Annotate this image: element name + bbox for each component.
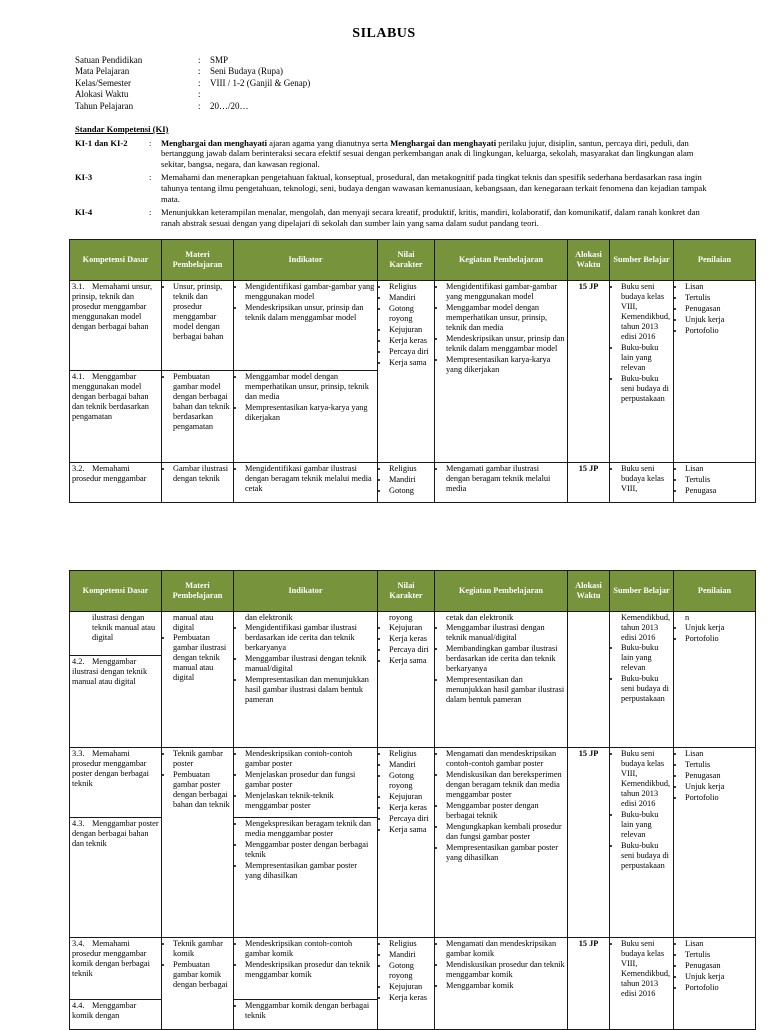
table-row <box>70 938 756 1000</box>
materi-cell: • Teknik gambar komik • Pembuatan gambar komik dengan berbagai <box>162 938 234 1030</box>
kegiatan-cell: • Mengamati dan mendeskripsikan gambar komik • Mendiskusikan prosedur dan teknik menggambar komik • Menggambar komik <box>435 938 568 1030</box>
header-cell: Penilaian <box>674 571 756 612</box>
sumber-cell: • Buku seni budaya kelas VIII, Kemendikbud, tahun 2013 edisi 2016 <box>610 938 674 1030</box>
table-header-row <box>70 571 756 612</box>
kd-cell: 3.3. Memahami prosedur menggambar poster dengan berbagai teknik <box>70 748 162 818</box>
alokasi-cell: 15 JP <box>568 748 610 938</box>
table-row <box>70 612 756 656</box>
info-label: Satuan Pendidikan <box>75 55 143 65</box>
header-cell: Nilai Karakter <box>378 240 435 281</box>
indikator-cell: • Mengekspresikan beragam teknik dan media menggambar poster • Menggambar poster dengan berbagai teknik • Mempresentasikan gambar poster yang dihasilkan <box>234 818 378 938</box>
materi-cell: • Teknik gambar poster • Pembuatan gambar poster dengan berbagai bahan dan teknik <box>162 748 234 938</box>
header-cell: Alokasi Waktu <box>568 571 610 612</box>
penilaian-cell: • Lisan • Tertulis • Penugasan • Unjuk kerja • Portofolio <box>674 938 756 1030</box>
penilaian-cell: • Lisan • Tertulis • Penugasa <box>674 463 756 503</box>
nilai-cell: • Religius • Mandiri • Gotong <box>378 463 435 503</box>
sumber-cell: • Buku seni budaya kelas VIII, Kemendikbud, tahun 2013 edisi 2016 • Buku-buku lain yang relevan • Buku-buku seni budaya di perpustakaan <box>610 748 674 938</box>
kd-cell: 4.4. Menggambar komik dengan <box>70 1000 162 1030</box>
nilai-cell: royong • Kejujuran • Kerja keras • Percaya diri • Kerja sama <box>378 612 435 748</box>
table-header-row <box>70 240 756 281</box>
sumber-cell: • Buku seni budaya kelas VIII, <box>610 463 674 503</box>
info-label: Kelas/Semester <box>75 77 131 88</box>
sumber-cell: • Buku seni budaya kelas VIII, Kemendikbud, tahun 2013 edisi 2016 • Buku-buku lain yang relevan • Buku-buku seni budaya di perpustakaan <box>610 281 674 463</box>
table-row <box>70 463 756 503</box>
materi-cell: • Pembuatan gambar model dengan berbagai bahan dan teknik berdasarkan pengamatan <box>162 371 234 463</box>
table-row <box>70 748 756 818</box>
indikator-cell: • Mendeskripsikan contoh-contoh gambar poster • Menjelaskan prosedur dan fungsi gambar poster • Menjelaskan teknik-teknik menggambar poster <box>234 748 378 818</box>
header-cell: Kompetensi Dasar <box>70 240 162 281</box>
kd-cell: 4.2. Menggambar ilustrasi dengan teknik manual atau digital <box>70 656 162 748</box>
header-cell: Nilai Karakter <box>378 571 435 612</box>
kd-cell: 3.4. Memahami prosedur menggambar komik dengan berbagai teknik <box>70 938 162 1000</box>
info-label: Alokasi Waktu <box>75 89 129 100</box>
materi-cell: • Gambar ilustrasi dengan teknik <box>162 463 234 503</box>
core-competency-section <box>75 124 715 231</box>
materi-cell: manual atau digital • Pembuatan gambar ilustrasi dengan teknik manual atau digital <box>162 612 234 748</box>
kegiatan-cell: • Mengamati gambar ilustrasi dengan beragam teknik melalui media <box>435 463 568 503</box>
header-cell: Kegiatan Pembelajaran <box>435 571 568 612</box>
syllabus-table-1 <box>69 239 756 503</box>
penilaian-cell: n • Unjuk kerja • Portofolio <box>674 612 756 748</box>
ki-heading: Standar Kompetensi (KI) <box>75 124 169 134</box>
info-value: 20…/20… <box>210 100 249 111</box>
ki-row: KI-4 : Menunjukkan keterampilan menalar, mengolah, dan menyaji secara kreatif, produktif, kritis, mandiri, kolaboratif, dan komunikatif, dalam ranah konkret dan ranah abstrak sesuai dengan yang dipelajari di sekolah dan sumber lain yang sama dalam sudut pandang teori. <box>75 207 700 228</box>
header-cell: Sumber Belajar <box>610 571 674 612</box>
materi-cell: • Unsur, prinsip, teknik dan prosedur menggambar model dengan berbagai bahan <box>162 281 234 371</box>
nilai-cell: • Religius • Mandiri • Gotong royong • Kejujuran • Kerja keras • Percaya diri • Kerja sama <box>378 748 435 938</box>
ki-row: KI-3 : Memahami dan menerapkan pengetahuan faktual, konseptual, prosedural, dan metakognitif pada tingkat teknis dan spesifik sederhana berdasarkan rasa ingin tahunya tentang ilmu pengetahuan, teknologi, seni, budaya dengan wawasan kemanusiaan, kebangsaan, dan kenegaraan terkait fenomena dan kejadian tampak mata. <box>75 172 707 204</box>
header-cell: Materi Pembelajaran <box>162 240 234 281</box>
sumber-cell: Kemendikbud, tahun 2013 edisi 2016 • Buku-buku lain yang relevan • Buku-buku seni budaya di perpustakaan <box>610 612 674 748</box>
penilaian-cell: • Lisan • Tertulis • Penugasan • Unjuk kerja • Portofolio <box>674 281 756 463</box>
table-row <box>70 281 756 371</box>
kd-cell: 3.2. Memahami prosedur menggambar <box>70 463 162 503</box>
info-label: Tahun Pelajaran <box>75 100 134 111</box>
info-label: Mata Pelajaran <box>75 66 130 77</box>
kegiatan-cell: • Mengidentifikasi gambar-gambar yang menggunakan model • Menggambar model dengan memperhatikan unsur, prinsip, teknik dan media • Mendeskripsikan unsur, prinsip dan teknik dalam menggambar model • Mempresentasikan karya-karya yang dikerjakan <box>435 281 568 463</box>
info-value: SMP <box>210 55 229 65</box>
ki-row: KI-1 dan KI-2 : Menghargai dan menghayati ajaran agama yang dianutnya serta Menghargai dan menghayati perilaku jujur, disiplin, santun, percaya diri, peduli, dan bertanggung jawab dalam berinteraksi secara efektif sesuai dengan perkembangan anak di lingkungan, keluarga, sekolah, masyarakat dan lingkungan alam sekitar, bangsa, negara, dan kawasan regional. <box>75 137 694 169</box>
info-value: Seni Budaya (Rupa) <box>210 66 283 77</box>
indikator-cell: • Mengidentifikasi gambar ilustrasi dengan beragam teknik melalui media cetak <box>234 463 378 503</box>
kegiatan-cell: • Mengamati dan mendeskripsikan contoh-contoh gambar poster • Mendiskusikan dan bereksperimen dengan beragam teknik dan media menggambar poster • Menggambar poster dengan berbagai teknik • Mengungkapkan kembali prosedur dan fungsi gambar poster • Mempresentasikan gambar poster yang dihasilkan <box>435 748 568 938</box>
document-info: Satuan Pendidikan : SMP Mata Pelajaran : Seni Budaya (Rupa) Kelas/Semester : VIII / 1-2 (Ganjil & Genap) Alokasi Waktu : Tahun Pelajaran : 20…/20… <box>75 55 311 111</box>
indikator-cell: dan elektronik • Mengidentifikasi gambar ilustrasi berdasarkan ide cerita dan teknik berkaryanya • Menggambar ilustrasi dengan teknik manual/digital • Mempresentasikan dan menunjukkan hasil gambar ilustrasi dalam bentuk pameran <box>234 612 378 748</box>
header-cell: Kompetensi Dasar <box>70 571 162 612</box>
header-cell: Indikator <box>234 571 378 612</box>
info-value: VIII / 1-2 (Ganjil & Genap) <box>210 77 311 88</box>
header-cell: Sumber Belajar <box>610 240 674 281</box>
alokasi-cell: 15 JP <box>568 938 610 1030</box>
nilai-cell: • Religius • Mandiri • Gotong royong • Kejujuran • Kerja keras • Percaya diri • Kerja sama <box>378 281 435 463</box>
alokasi-cell <box>568 612 610 748</box>
header-cell: Penilaian <box>674 240 756 281</box>
header-cell: Indikator <box>234 240 378 281</box>
kd-cell: 3.1. Memahami unsur, prinsip, teknik dan prosedur menggambar menggunakan model dengan berbagai bahan <box>70 281 162 371</box>
alokasi-cell: 15 JP <box>568 281 610 463</box>
kegiatan-cell: cetak dan elektronik • Menggambar ilustrasi dengan teknik manual/digital • Membandingkan gambar ilustrasi berdasarkan ide cerita dan teknik berkaryanya • Mempresentasikan dan menunjukkan hasil gambar ilustrasi dalam bentuk pameran <box>435 612 568 748</box>
header-cell: Materi Pembelajaran <box>162 571 234 612</box>
kd-cell: ilustrasi dengan teknik manual atau digital <box>70 612 162 656</box>
alokasi-cell: 15 JP <box>568 463 610 503</box>
indikator-cell: • Menggambar model dengan memperhatikan unsur, prinsip, teknik dan media • Mempresentasikan karya-karya yang dikerjakan <box>234 371 378 463</box>
kd-cell: 4.3. Menggambar poster dengan berbagai bahan dan teknik <box>70 818 162 938</box>
header-cell: Alokasi Waktu <box>568 240 610 281</box>
penilaian-cell: • Lisan • Tertulis • Penugasan • Unjuk kerja • Portofolio <box>674 748 756 938</box>
header-cell: Kegiatan Pembelajaran <box>435 240 568 281</box>
nilai-cell: • Religius • Mandiri • Gotong royong • Kejujuran • Kerja keras <box>378 938 435 1030</box>
indikator-cell: • Mendeskripsikan contoh-contoh gambar komik • Mendeskripsikan prosedur dan teknik menggambar komik <box>234 938 378 1000</box>
page-title: SILABUS <box>352 26 416 41</box>
kd-cell: 4.1. Menggambar menggunakan model dengan berbagai bahan dan teknik berdasarkan pengamatan <box>70 371 162 463</box>
syllabus-table-2 <box>69 570 756 1030</box>
indikator-cell: • Menggambar komik dengan berbagai teknik <box>234 1000 378 1030</box>
indikator-cell: • Mengidentifikasi gambar-gambar yang menggunakan model • Mendeskripsikan unsur, prinsip dan teknik dalam menggambar model <box>234 281 378 371</box>
